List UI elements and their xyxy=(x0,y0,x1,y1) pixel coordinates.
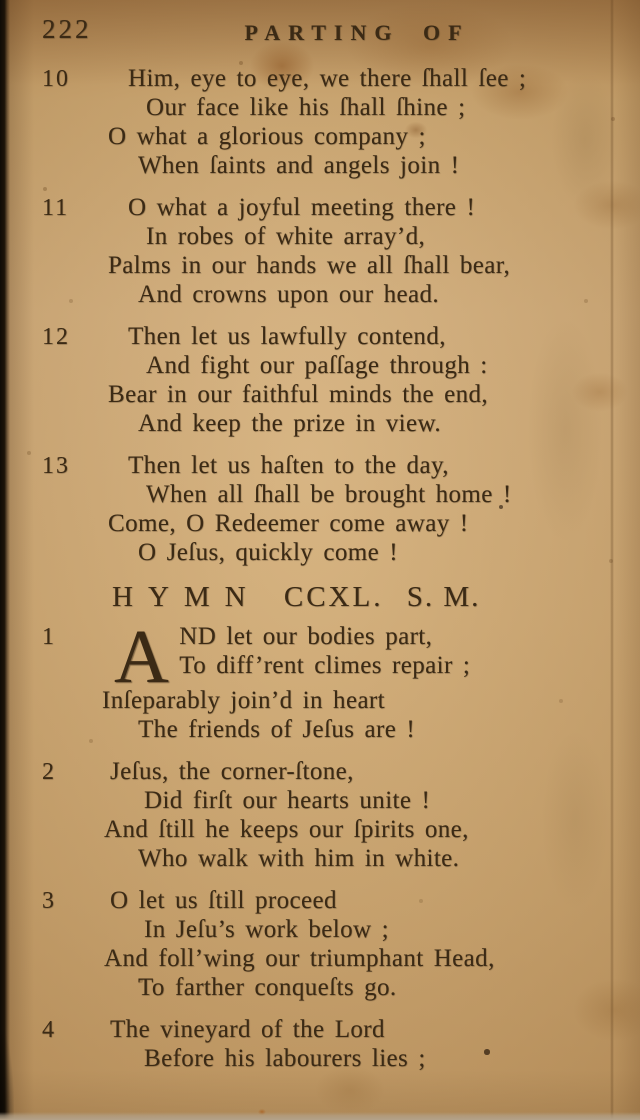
verse-line: When ſaints and angels join ! xyxy=(138,152,460,179)
verse-2 xyxy=(42,757,612,873)
verse-line: Then let us lawfully contend, xyxy=(128,323,446,350)
verse-line: O let us ſtill proceed xyxy=(110,887,337,914)
verse-line: Our face like his ſhall ſhine ; xyxy=(146,94,466,121)
verse-line: Who walk with him in white. xyxy=(138,845,460,872)
verse-number: 13 xyxy=(42,453,70,479)
verse-line: And fight our paſſage through : xyxy=(146,352,488,379)
verse-line: When all ſhall be brought home ! xyxy=(146,481,512,508)
verse-line: Him, eye to eye, we there ſhall ſee ; xyxy=(128,65,527,92)
page-number: 222 xyxy=(42,14,92,44)
page-right-crease xyxy=(610,0,614,1120)
verse-line: In robes of white array’d, xyxy=(146,223,426,250)
hymn-heading-numeral: CCXL. xyxy=(283,581,384,613)
verse-line: Bear in our faithful minds the end, xyxy=(108,381,489,408)
running-header xyxy=(42,12,612,64)
verse-13 xyxy=(42,451,612,567)
verse-number: 1 xyxy=(42,624,56,650)
verse-number: 10 xyxy=(42,66,70,92)
drop-cap: A xyxy=(114,615,170,699)
verse-line: To farther conqueſts go. xyxy=(138,974,397,1001)
verse-line: O what a glorious company ; xyxy=(108,123,426,150)
verse-line: Did firſt our hearts unite ! xyxy=(144,787,431,814)
verse-line: And keep the prize in view. xyxy=(138,410,441,437)
page-left-edge xyxy=(0,0,10,1120)
verse-line: ND let our bodies part, xyxy=(179,623,433,650)
verse-line: Jeſus, the corner-ſtone, xyxy=(110,758,354,785)
hymn-heading xyxy=(42,580,612,614)
verse-line: Palms in our hands we all ſhall bear, xyxy=(108,252,511,279)
verse-line: Then let us haſten to the day, xyxy=(128,452,449,479)
verse-line: O what a joyful meeting there ! xyxy=(128,194,476,221)
hymn-heading-meter: S. M. xyxy=(406,581,481,613)
verse-number: 4 xyxy=(42,1017,56,1043)
verse-10 xyxy=(42,64,612,180)
verse-1 xyxy=(42,615,612,744)
page-bottom-edge xyxy=(0,1112,640,1120)
verse-number: 2 xyxy=(42,759,56,785)
verse-number: 12 xyxy=(42,324,70,350)
verse-line: O Jeſus, quickly come ! xyxy=(138,539,398,566)
verse-line: Inſeparably join’d in heart xyxy=(102,687,386,714)
verse-11 xyxy=(42,193,612,309)
hymn-heading-word: HYMN xyxy=(112,581,261,613)
verse-line: The vineyard of the Lord xyxy=(110,1016,385,1043)
verse-line: Before his labourers lies ; xyxy=(144,1045,426,1072)
verse-line: And foll’wing our triumphant Head, xyxy=(104,945,495,972)
verse-line: The friends of Jeſus are ! xyxy=(138,716,416,743)
verse-number: 3 xyxy=(42,888,56,914)
verse-12 xyxy=(42,322,612,438)
running-title: PARTING OF xyxy=(244,20,470,45)
verse-line: In Jeſu’s work below ; xyxy=(144,916,389,943)
verse-line: And ſtill he keeps our ſpirits one, xyxy=(104,816,469,843)
verse-number: 11 xyxy=(42,195,70,221)
verse-line: To diff’rent climes repair ; xyxy=(179,652,471,679)
verse-3 xyxy=(42,886,612,1002)
verse-line: Come, O Redeemer come away ! xyxy=(108,510,469,537)
verse-4 xyxy=(42,1015,612,1073)
verse-line: And crowns upon our head. xyxy=(138,281,440,308)
